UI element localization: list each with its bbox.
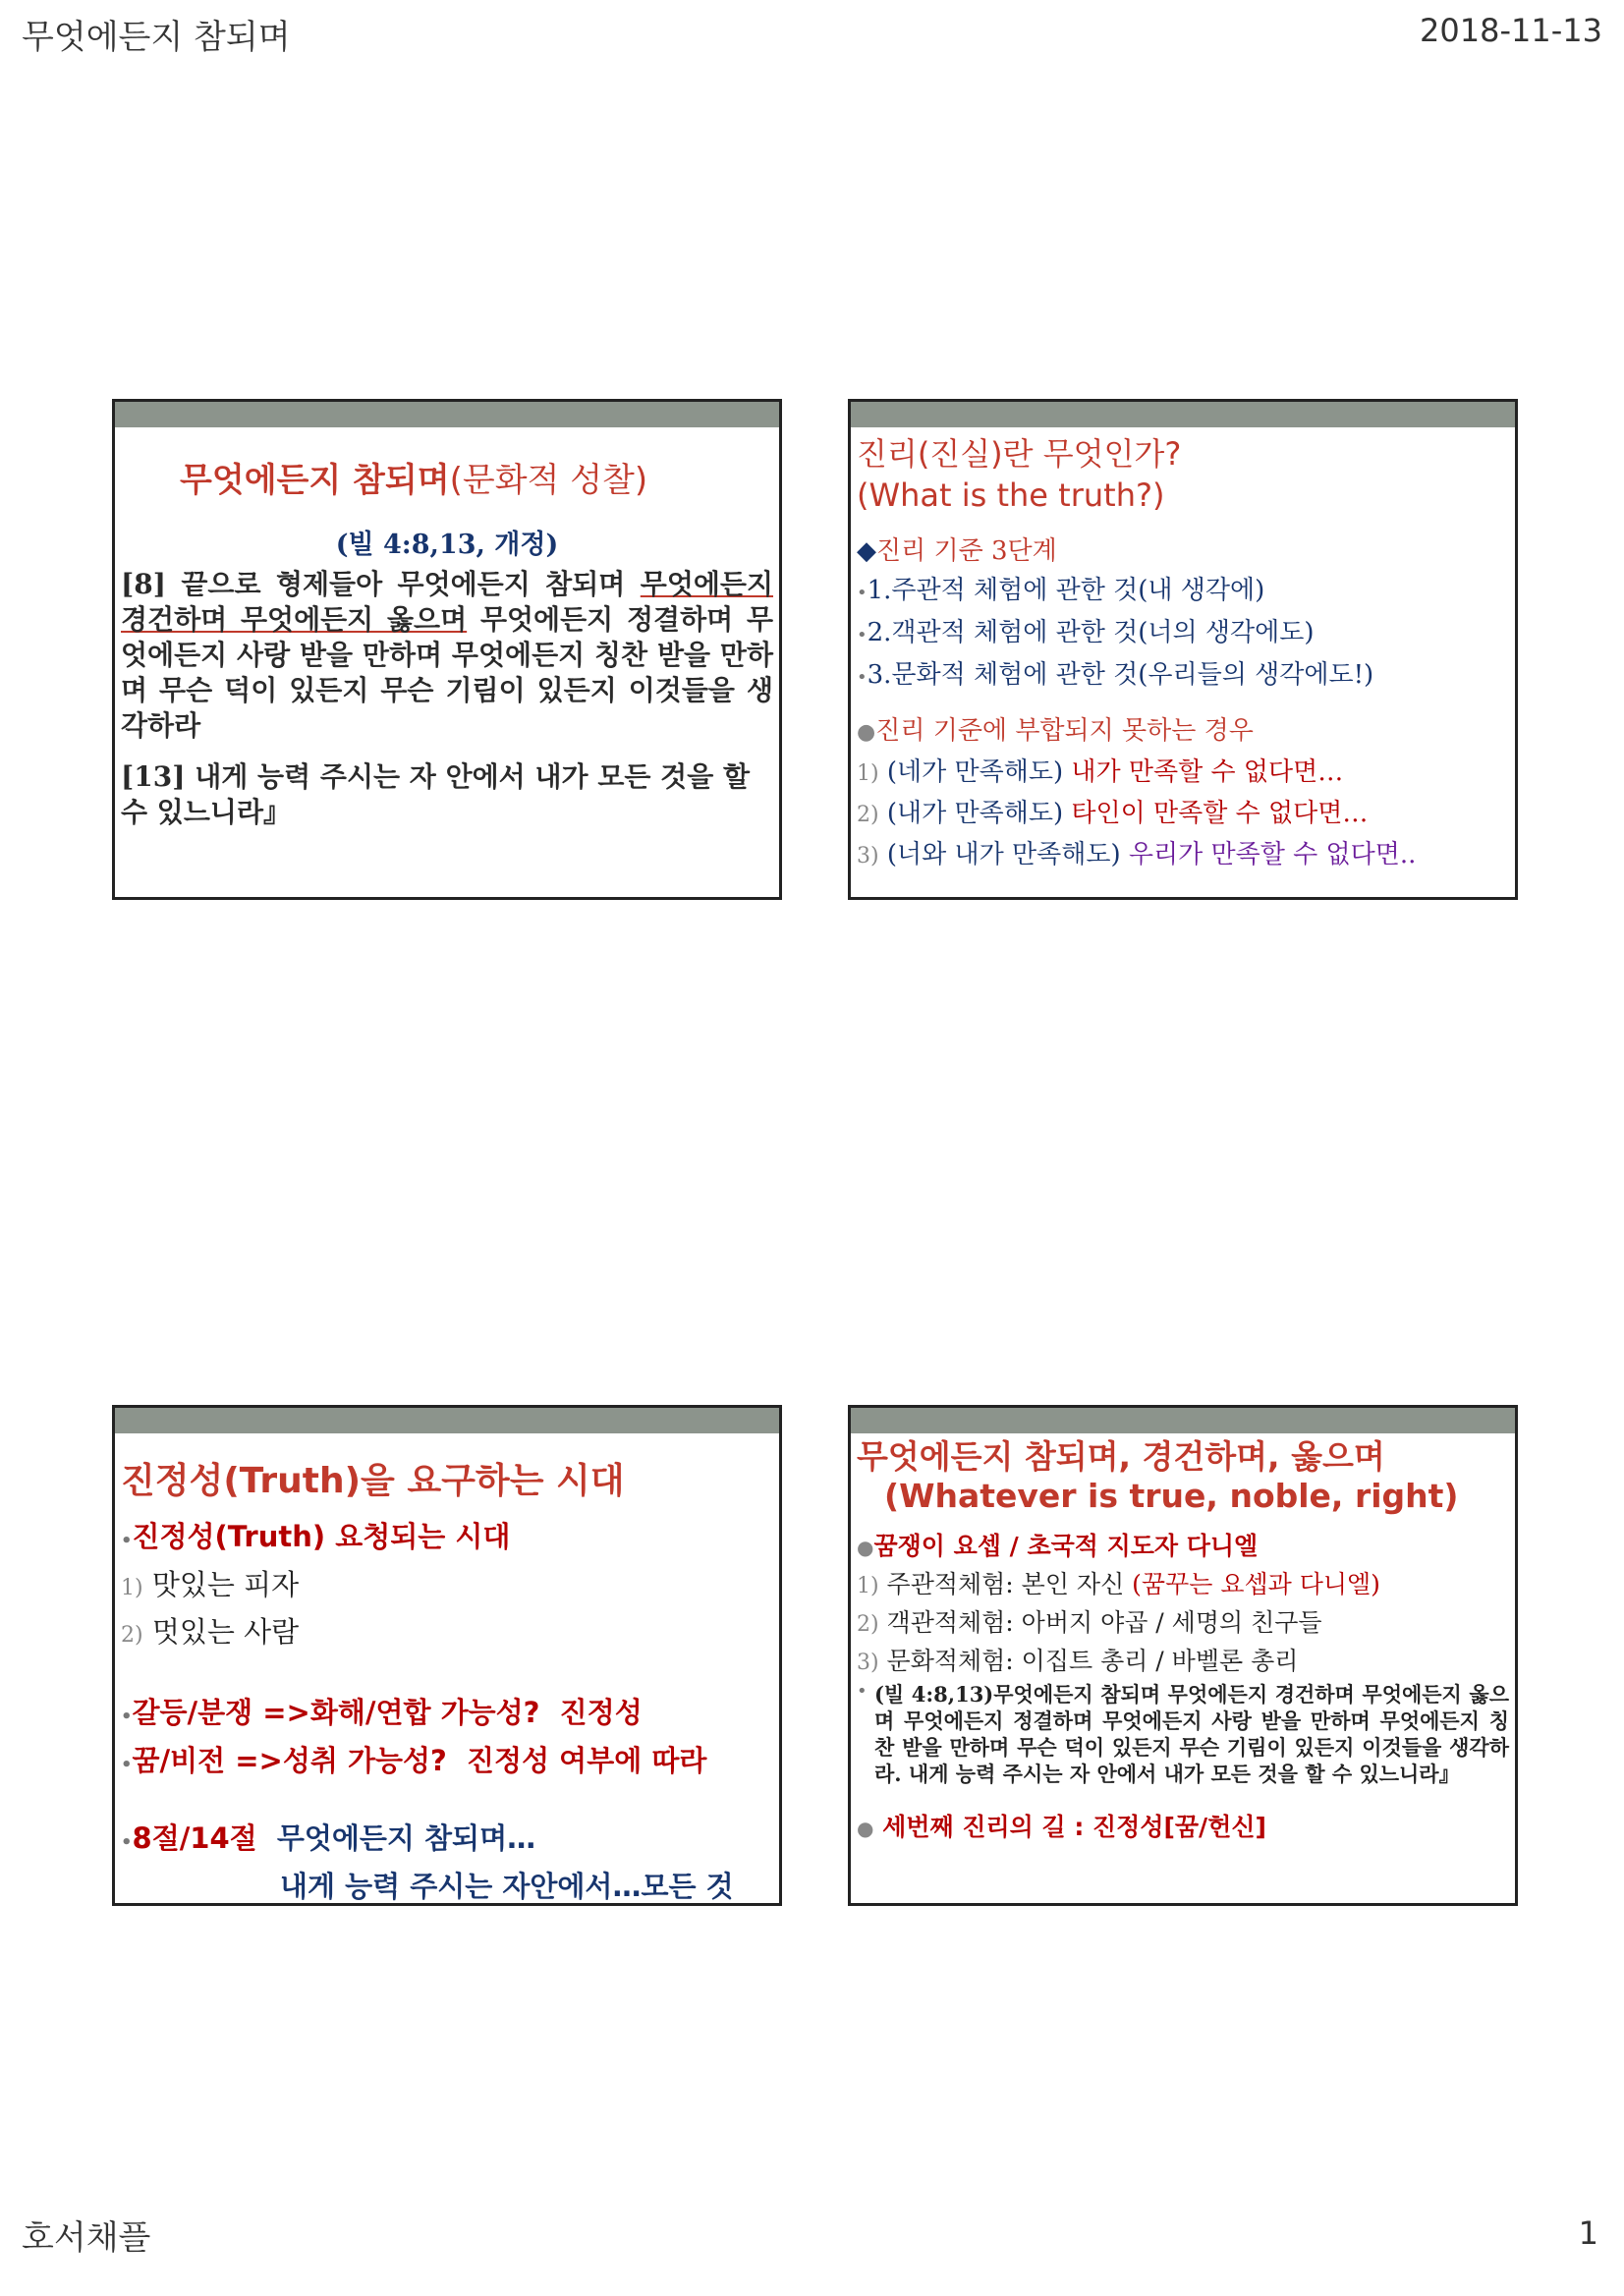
- slide-title: [857, 1437, 1509, 1516]
- bullet-dot-icon: •: [857, 1681, 868, 1702]
- level-3: 3.문화적 체험에 관한 것(우리들의 생각에도!): [867, 660, 1374, 690]
- list-item: [857, 1643, 1509, 1681]
- list-item-continuation: 내게 능력 주시는 자안에서…모든 것: [280, 1870, 734, 1903]
- section-criteria: [857, 532, 1509, 571]
- case-result: 우리가 만족할 수 없다면..: [1128, 840, 1417, 869]
- item-text: 객관적체험: 아버지 야곱 / 세명의 친구들: [886, 1608, 1322, 1637]
- list-item: [857, 1566, 1509, 1604]
- item-number: 1): [121, 1576, 143, 1600]
- verse-13: [13] 내게 능력 주시는 자 안에서 내가 모든 것을 할 수 있느니라』: [121, 760, 751, 828]
- point-4-text: 무엇에든지 참되며…: [276, 1821, 536, 1855]
- slide-title-main: 무엇에든지 참되며: [180, 461, 450, 500]
- slide-title-bar: [115, 1408, 779, 1433]
- verse-block: [857, 1681, 1509, 1787]
- list-item: [857, 1604, 1509, 1643]
- list-item: [857, 613, 1509, 655]
- bullet-dot-icon: •: [857, 625, 868, 645]
- slide-1: [112, 399, 782, 900]
- bullet-dot-icon: •: [121, 1707, 133, 1727]
- list-item: [121, 1610, 773, 1657]
- slide-title-line1: 진리(진실)란 무엇인가?: [857, 435, 1182, 473]
- item-extra: (꿈꾸는 요셉과 다니엘): [1132, 1570, 1380, 1598]
- circle-bullet-icon: ●: [857, 1536, 874, 1559]
- bullet-dot-icon: •: [121, 1832, 133, 1853]
- conclusion: [857, 1809, 1509, 1847]
- slide-title-bar: [851, 402, 1515, 427]
- point-3: 꿈/비전 =>성취 가능성?: [132, 1744, 447, 1777]
- case-condition: (내가 만족해도): [886, 799, 1064, 828]
- item-number: 3): [857, 1651, 879, 1675]
- bullet-dot-icon: •: [121, 1755, 133, 1775]
- footer-label: 호서채플: [22, 2218, 151, 2258]
- case-result: 내가 만족할 수 없다면…: [1071, 757, 1344, 787]
- verse-text: (빌 4:8,13)무엇에든지 참되며 무엇에든지 경건하며 무엇에든지 옳으며 무엇에든지 정결하며 무엇에든지 사랑 받을 만하며 무엇에든지 칭찬 받을 만하며 무슨 덕이 있든지 무슨 기림이 있든지 이것들을 생각하라. 내게 능력 주시는 자 안에서 내가 모든 것을 할 수 있느니라』: [874, 1682, 1509, 1786]
- section-failure-label: 진리 기준에 부합되지 못하는 경우: [875, 716, 1254, 746]
- circle-bullet-icon: ●: [857, 720, 876, 745]
- list-item: [857, 753, 1509, 794]
- document-title: 무엇에든지 참되며: [22, 18, 291, 57]
- list-item: [121, 1515, 773, 1563]
- slide-title: [857, 433, 1509, 516]
- section-heading: [857, 1528, 1509, 1566]
- level-1: 1.주관적 체험에 관한 것(내 생각에): [867, 576, 1265, 605]
- verse-8: [121, 567, 773, 744]
- bullet-dot-icon: •: [121, 1531, 133, 1551]
- list-item: [857, 794, 1509, 835]
- slide-title-bar: [115, 402, 779, 427]
- verse-reference: (빌 4:8,13, 개정): [335, 530, 559, 560]
- slide-4: [848, 1405, 1518, 1906]
- bullet-dot-icon: •: [857, 667, 868, 688]
- level-2: 2.객관적 체험에 관한 것(너의 생각에도): [867, 618, 1315, 647]
- item-number: 1): [857, 1574, 879, 1598]
- item-number: 2): [121, 1623, 143, 1648]
- slide-title: [180, 453, 773, 501]
- circle-bullet-icon: ●: [857, 1817, 874, 1840]
- case-result: 타인이 만족할 수 없다면…: [1071, 799, 1369, 828]
- slide-3: [112, 1405, 782, 1906]
- bullet-dot-icon: •: [857, 583, 868, 603]
- slide-2: [848, 399, 1518, 900]
- slide-title-line2: (Whatever is true, noble, right): [884, 1477, 1459, 1515]
- list-item: [121, 1691, 773, 1739]
- conclusion-text: 세번째 진리의 길 : 진정성[꿈/헌신]: [882, 1813, 1266, 1841]
- list-item: [121, 1563, 773, 1610]
- item-number: 1): [857, 761, 879, 786]
- item-text: 맛있는 피자: [151, 1568, 300, 1601]
- slide-title-bar: [851, 1408, 1515, 1433]
- list-item: [857, 655, 1509, 698]
- slide-title-line1: 무엇에든지 참되며, 경건하며, 옳으며: [857, 1437, 1385, 1476]
- list-item: [857, 571, 1509, 613]
- section-label: 꿈쟁이 요셉 / 초국적 지도자 다니엘: [873, 1532, 1259, 1560]
- item-text: 주관적체험: 본인 자신: [886, 1570, 1125, 1598]
- slide-title: 진정성(Truth)을 요구하는 시대: [121, 1461, 625, 1501]
- verse-8-underlined: 무엇에든지 경건하며 무엇에든지 옳으며: [121, 568, 774, 636]
- slide-title-line2: (What is the truth?): [857, 476, 1165, 514]
- case-condition: (네가 만족해도): [886, 757, 1064, 787]
- document-date: 2018-11-13: [1420, 12, 1602, 49]
- item-number: 2): [857, 1612, 879, 1637]
- case-condition: (너와 내가 만족해도): [886, 840, 1121, 869]
- page-number: 1: [1578, 2214, 1598, 2252]
- slide-title-sub: (문화적 성찰): [449, 461, 648, 500]
- list-item: [121, 1817, 773, 1865]
- item-text: 멋있는 사람: [151, 1615, 300, 1649]
- item-number: 2): [857, 803, 879, 827]
- section-criteria-label: 진리 기준 3단계: [876, 536, 1057, 566]
- point-1: 진정성(Truth) 요청되는 시대: [132, 1520, 511, 1553]
- item-text: 문화적체험: 이집트 총리 / 바벨론 총리: [886, 1647, 1299, 1675]
- point-2: 갈등/분쟁 =>화해/연합 가능성?: [132, 1696, 540, 1729]
- item-number: 3): [857, 844, 879, 868]
- verse-8-part1: [8] 끝으로 형제들아 무엇에든지 참되며: [121, 568, 626, 600]
- list-item: [121, 1739, 773, 1787]
- point-4-label: 8절/14절: [132, 1821, 257, 1855]
- verse-8-part2: 무엇에든지 정결하며 무엇에든지 사랑 받을 만하며 무엇에든지 칭찬 받을 만하며 무슨 덕이 있든지 무슨 기림이 있든지 이것들을 생각하라: [121, 603, 774, 742]
- diamond-bullet-icon: ◆: [857, 536, 876, 566]
- section-failure: [857, 711, 1509, 753]
- point-2-answer: 진정성: [559, 1696, 643, 1729]
- list-item: [857, 835, 1509, 876]
- point-3-answer: 진정성 여부에 따라: [467, 1744, 707, 1777]
